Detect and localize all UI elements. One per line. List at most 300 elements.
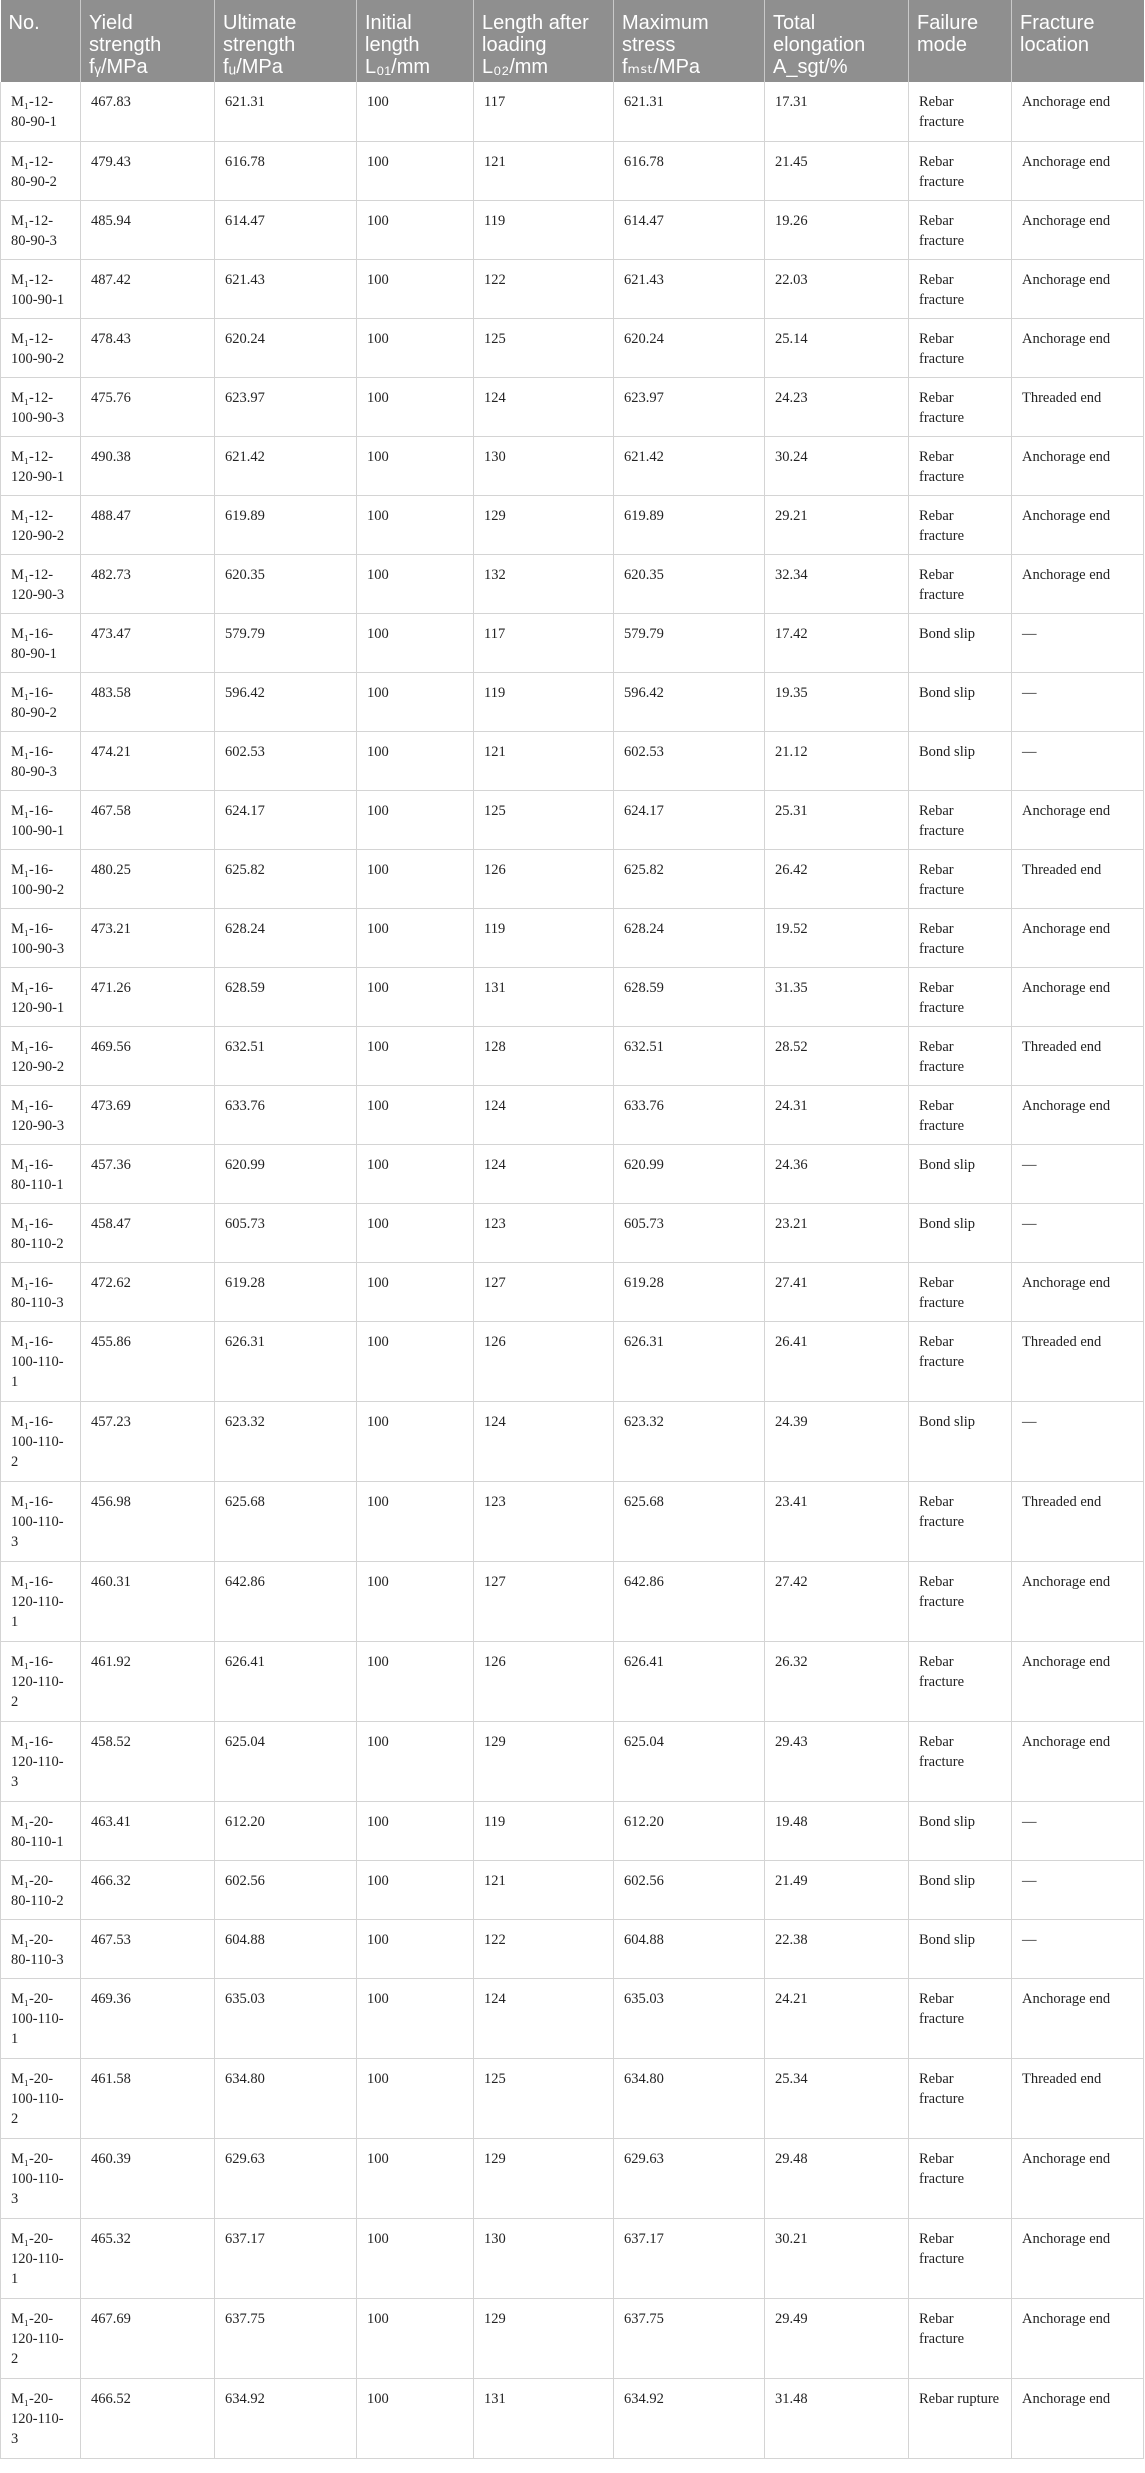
header-line: Length after — [482, 12, 589, 34]
cell-fracture-location: Anchorage end — [1012, 967, 1144, 1026]
table-row — [1, 1919, 1144, 1978]
cell-maximum-stress: 626.41 — [614, 1641, 765, 1721]
cell-initial-length: 100 — [357, 141, 474, 200]
table-row — [1, 613, 1144, 672]
cell-maximum-stress: 623.97 — [614, 377, 765, 436]
cell-initial-length: 100 — [357, 1801, 474, 1860]
cell-specimen-id: M₁-16-80-110-2 — [1, 1203, 81, 1262]
cell-fracture-location: Anchorage end — [1012, 259, 1144, 318]
cell-failure-mode: Rebar fracture — [909, 2218, 1012, 2298]
header-line: loading — [482, 34, 547, 56]
cell-total-elongation: 24.23 — [765, 377, 909, 436]
cell-total-elongation: 29.48 — [765, 2138, 909, 2218]
cell-fracture-location: Anchorage end — [1012, 908, 1144, 967]
cell-yield-strength: 463.41 — [81, 1801, 215, 1860]
cell-failure-mode: Rebar fracture — [909, 1561, 1012, 1641]
cell-failure-mode: Bond slip — [909, 1801, 1012, 1860]
cell-specimen-id: M₁-12-120-90-1 — [1, 436, 81, 495]
cell-initial-length: 100 — [357, 377, 474, 436]
cell-ultimate-strength: 642.86 — [215, 1561, 357, 1641]
cell-initial-length: 100 — [357, 672, 474, 731]
cell-maximum-stress: 625.68 — [614, 1481, 765, 1561]
header-line: L₀₁/mm — [365, 56, 431, 78]
cell-fracture-location: Threaded end — [1012, 1321, 1144, 1401]
table-row — [1, 1721, 1144, 1801]
cell-length-after-loading: 129 — [474, 2298, 614, 2378]
cell-fracture-location: Threaded end — [1012, 1481, 1144, 1561]
cell-ultimate-strength: 620.24 — [215, 318, 357, 377]
cell-initial-length: 100 — [357, 731, 474, 790]
cell-yield-strength: 478.43 — [81, 318, 215, 377]
cell-length-after-loading: 121 — [474, 141, 614, 200]
cell-specimen-id: M₁-20-100-110-2 — [1, 2058, 81, 2138]
cell-fracture-location: — — [1012, 1801, 1144, 1860]
cell-yield-strength: 458.52 — [81, 1721, 215, 1801]
cell-specimen-id: M₁-16-100-90-3 — [1, 908, 81, 967]
cell-fracture-location: Anchorage end — [1012, 318, 1144, 377]
cell-yield-strength: 473.21 — [81, 908, 215, 967]
cell-initial-length: 100 — [357, 1085, 474, 1144]
cell-failure-mode: Bond slip — [909, 1919, 1012, 1978]
cell-initial-length: 100 — [357, 1401, 474, 1481]
cell-fracture-location: Anchorage end — [1012, 436, 1144, 495]
cell-yield-strength: 467.69 — [81, 2298, 215, 2378]
cell-total-elongation: 31.48 — [765, 2378, 909, 2458]
header-line: strength — [89, 34, 162, 56]
cell-ultimate-strength: 620.35 — [215, 554, 357, 613]
table-row — [1, 1026, 1144, 1085]
header-line: Fracture — [1020, 12, 1095, 34]
cell-fracture-location: Threaded end — [1012, 849, 1144, 908]
cell-specimen-id: M₁-16-80-110-1 — [1, 1144, 81, 1203]
cell-failure-mode: Bond slip — [909, 672, 1012, 731]
cell-length-after-loading: 119 — [474, 672, 614, 731]
cell-total-elongation: 17.31 — [765, 82, 909, 141]
cell-length-after-loading: 131 — [474, 2378, 614, 2458]
cell-ultimate-strength: 614.47 — [215, 200, 357, 259]
cell-initial-length: 100 — [357, 2058, 474, 2138]
cell-failure-mode: Rebar fracture — [909, 967, 1012, 1026]
cell-ultimate-strength: 602.56 — [215, 1860, 357, 1919]
header-line: Yield — [89, 12, 133, 34]
cell-maximum-stress: 602.53 — [614, 731, 765, 790]
cell-specimen-id: M₁-20-80-110-3 — [1, 1919, 81, 1978]
cell-failure-mode: Rebar fracture — [909, 1026, 1012, 1085]
cell-length-after-loading: 130 — [474, 2218, 614, 2298]
cell-yield-strength: 458.47 — [81, 1203, 215, 1262]
cell-length-after-loading: 125 — [474, 790, 614, 849]
cell-yield-strength: 473.47 — [81, 613, 215, 672]
cell-failure-mode: Bond slip — [909, 613, 1012, 672]
cell-maximum-stress: 620.35 — [614, 554, 765, 613]
table-body — [1, 82, 1144, 2458]
header-line: Ultimate — [223, 12, 297, 34]
cell-maximum-stress: 621.42 — [614, 436, 765, 495]
cell-maximum-stress: 612.20 — [614, 1801, 765, 1860]
cell-ultimate-strength: 634.80 — [215, 2058, 357, 2138]
cell-length-after-loading: 126 — [474, 1321, 614, 1401]
cell-total-elongation: 28.52 — [765, 1026, 909, 1085]
cell-ultimate-strength: 633.76 — [215, 1085, 357, 1144]
cell-specimen-id: M₁-20-120-110-3 — [1, 2378, 81, 2458]
cell-length-after-loading: 117 — [474, 82, 614, 141]
cell-failure-mode: Bond slip — [909, 1203, 1012, 1262]
cell-length-after-loading: 119 — [474, 908, 614, 967]
cell-fracture-location: Anchorage end — [1012, 2138, 1144, 2218]
cell-total-elongation: 19.35 — [765, 672, 909, 731]
cell-yield-strength: 487.42 — [81, 259, 215, 318]
cell-length-after-loading: 124 — [474, 1144, 614, 1203]
cell-initial-length: 100 — [357, 908, 474, 967]
cell-total-elongation: 22.03 — [765, 259, 909, 318]
cell-failure-mode: Rebar fracture — [909, 1978, 1012, 2058]
cell-specimen-id: M₁-12-80-90-3 — [1, 200, 81, 259]
cell-maximum-stress: 634.92 — [614, 2378, 765, 2458]
cell-specimen-id: M₁-12-80-90-1 — [1, 82, 81, 141]
header-line: Initial — [365, 12, 412, 34]
cell-initial-length: 100 — [357, 1144, 474, 1203]
header-line: Maximum — [622, 12, 709, 34]
cell-specimen-id: M₁-12-80-90-2 — [1, 141, 81, 200]
cell-failure-mode: Rebar fracture — [909, 1262, 1012, 1321]
cell-yield-strength: 461.58 — [81, 2058, 215, 2138]
table-row — [1, 672, 1144, 731]
cell-initial-length: 100 — [357, 849, 474, 908]
table-row — [1, 790, 1144, 849]
table-row — [1, 1641, 1144, 1721]
cell-specimen-id: M₁-16-120-110-2 — [1, 1641, 81, 1721]
cell-maximum-stress: 614.47 — [614, 200, 765, 259]
table-row — [1, 377, 1144, 436]
cell-initial-length: 100 — [357, 2138, 474, 2218]
cell-length-after-loading: 123 — [474, 1481, 614, 1561]
cell-ultimate-strength: 619.89 — [215, 495, 357, 554]
cell-specimen-id: M₁-16-120-90-1 — [1, 967, 81, 1026]
header-line: A_sgt/% — [773, 56, 848, 78]
cell-initial-length: 100 — [357, 2298, 474, 2378]
header-line: fᵧ/MPa — [89, 56, 148, 78]
cell-failure-mode: Rebar fracture — [909, 1321, 1012, 1401]
cell-yield-strength: 472.62 — [81, 1262, 215, 1321]
cell-yield-strength: 460.31 — [81, 1561, 215, 1641]
cell-total-elongation: 31.35 — [765, 967, 909, 1026]
cell-maximum-stress: 620.99 — [614, 1144, 765, 1203]
cell-total-elongation: 25.31 — [765, 790, 909, 849]
cell-yield-strength: 485.94 — [81, 200, 215, 259]
cell-maximum-stress: 634.80 — [614, 2058, 765, 2138]
cell-ultimate-strength: 621.42 — [215, 436, 357, 495]
cell-failure-mode: Bond slip — [909, 1144, 1012, 1203]
cell-initial-length: 100 — [357, 1481, 474, 1561]
cell-maximum-stress: 621.43 — [614, 259, 765, 318]
cell-length-after-loading: 125 — [474, 2058, 614, 2138]
table-row — [1, 1144, 1144, 1203]
header-no — [1, 0, 81, 82]
cell-yield-strength: 465.32 — [81, 2218, 215, 2298]
header-yield-strength — [81, 0, 215, 82]
cell-length-after-loading: 129 — [474, 2138, 614, 2218]
cell-yield-strength: 474.21 — [81, 731, 215, 790]
cell-failure-mode: Rebar fracture — [909, 2138, 1012, 2218]
cell-specimen-id: M₁-12-100-90-1 — [1, 259, 81, 318]
cell-yield-strength: 471.26 — [81, 967, 215, 1026]
header-row — [1, 0, 1144, 82]
table-row — [1, 200, 1144, 259]
cell-maximum-stress: 620.24 — [614, 318, 765, 377]
cell-failure-mode: Bond slip — [909, 731, 1012, 790]
cell-specimen-id: M₁-16-100-110-2 — [1, 1401, 81, 1481]
cell-specimen-id: M₁-16-120-90-2 — [1, 1026, 81, 1085]
cell-specimen-id: M₁-16-100-110-1 — [1, 1321, 81, 1401]
table-row — [1, 495, 1144, 554]
cell-maximum-stress: 628.59 — [614, 967, 765, 1026]
cell-fracture-location: Anchorage end — [1012, 1978, 1144, 2058]
cell-ultimate-strength: 626.41 — [215, 1641, 357, 1721]
header-length-after-loading — [474, 0, 614, 82]
cell-total-elongation: 22.38 — [765, 1919, 909, 1978]
cell-length-after-loading: 124 — [474, 1085, 614, 1144]
cell-fracture-location: — — [1012, 1203, 1144, 1262]
cell-ultimate-strength: 604.88 — [215, 1919, 357, 1978]
cell-yield-strength: 480.25 — [81, 849, 215, 908]
table-row — [1, 967, 1144, 1026]
cell-fracture-location: Anchorage end — [1012, 2378, 1144, 2458]
cell-failure-mode: Rebar fracture — [909, 849, 1012, 908]
cell-yield-strength: 460.39 — [81, 2138, 215, 2218]
cell-maximum-stress: 642.86 — [614, 1561, 765, 1641]
header-line: fᵤ/MPa — [223, 56, 283, 78]
cell-total-elongation: 27.41 — [765, 1262, 909, 1321]
table-row — [1, 1262, 1144, 1321]
cell-initial-length: 100 — [357, 495, 474, 554]
cell-failure-mode: Rebar fracture — [909, 2058, 1012, 2138]
header-line: Failure — [917, 12, 979, 34]
header-line: length — [365, 34, 420, 56]
cell-failure-mode: Rebar fracture — [909, 495, 1012, 554]
header-maximum-stress — [614, 0, 765, 82]
table-row — [1, 2298, 1144, 2378]
cell-specimen-id: M₁-16-120-90-3 — [1, 1085, 81, 1144]
cell-ultimate-strength: 623.32 — [215, 1401, 357, 1481]
cell-ultimate-strength: 623.97 — [215, 377, 357, 436]
cell-length-after-loading: 124 — [474, 1978, 614, 2058]
cell-fracture-location: Threaded end — [1012, 2058, 1144, 2138]
cell-total-elongation: 21.49 — [765, 1860, 909, 1919]
cell-total-elongation: 25.14 — [765, 318, 909, 377]
cell-failure-mode: Bond slip — [909, 1860, 1012, 1919]
cell-initial-length: 100 — [357, 1262, 474, 1321]
cell-failure-mode: Rebar fracture — [909, 318, 1012, 377]
table-row — [1, 2218, 1144, 2298]
cell-total-elongation: 26.42 — [765, 849, 909, 908]
cell-failure-mode: Rebar fracture — [909, 2298, 1012, 2378]
cell-maximum-stress: 626.31 — [614, 1321, 765, 1401]
cell-initial-length: 100 — [357, 318, 474, 377]
cell-failure-mode: Rebar fracture — [909, 377, 1012, 436]
cell-yield-strength: 466.52 — [81, 2378, 215, 2458]
cell-fracture-location: — — [1012, 1144, 1144, 1203]
table-row — [1, 2058, 1144, 2138]
cell-initial-length: 100 — [357, 790, 474, 849]
cell-maximum-stress: 637.75 — [614, 2298, 765, 2378]
cell-maximum-stress: 602.56 — [614, 1860, 765, 1919]
cell-failure-mode: Rebar fracture — [909, 259, 1012, 318]
cell-maximum-stress: 632.51 — [614, 1026, 765, 1085]
cell-yield-strength: 467.53 — [81, 1919, 215, 1978]
cell-total-elongation: 23.41 — [765, 1481, 909, 1561]
cell-ultimate-strength: 629.63 — [215, 2138, 357, 2218]
table-row — [1, 318, 1144, 377]
cell-yield-strength: 467.58 — [81, 790, 215, 849]
cell-length-after-loading: 126 — [474, 849, 614, 908]
table-row — [1, 1203, 1144, 1262]
cell-total-elongation: 29.43 — [765, 1721, 909, 1801]
cell-maximum-stress: 633.76 — [614, 1085, 765, 1144]
cell-specimen-id: M₁-20-100-110-1 — [1, 1978, 81, 2058]
cell-yield-strength: 456.98 — [81, 1481, 215, 1561]
cell-ultimate-strength: 624.17 — [215, 790, 357, 849]
cell-yield-strength: 488.47 — [81, 495, 215, 554]
cell-failure-mode: Rebar fracture — [909, 790, 1012, 849]
cell-length-after-loading: 125 — [474, 318, 614, 377]
cell-total-elongation: 26.32 — [765, 1641, 909, 1721]
table-row — [1, 731, 1144, 790]
cell-fracture-location: Anchorage end — [1012, 1262, 1144, 1321]
cell-maximum-stress: 629.63 — [614, 2138, 765, 2218]
cell-length-after-loading: 117 — [474, 613, 614, 672]
cell-failure-mode: Rebar fracture — [909, 436, 1012, 495]
cell-total-elongation: 24.21 — [765, 1978, 909, 2058]
cell-total-elongation: 32.34 — [765, 554, 909, 613]
cell-failure-mode: Rebar fracture — [909, 1085, 1012, 1144]
cell-failure-mode: Rebar fracture — [909, 1721, 1012, 1801]
cell-length-after-loading: 129 — [474, 495, 614, 554]
cell-maximum-stress: 579.79 — [614, 613, 765, 672]
cell-fracture-location: — — [1012, 613, 1144, 672]
header-line: location — [1020, 34, 1089, 56]
cell-ultimate-strength: 596.42 — [215, 672, 357, 731]
cell-total-elongation: 23.21 — [765, 1203, 909, 1262]
table-row — [1, 1561, 1144, 1641]
cell-initial-length: 100 — [357, 259, 474, 318]
cell-total-elongation: 25.34 — [765, 2058, 909, 2138]
cell-total-elongation: 17.42 — [765, 613, 909, 672]
cell-initial-length: 100 — [357, 1978, 474, 2058]
table-row — [1, 1085, 1144, 1144]
cell-initial-length: 100 — [357, 1026, 474, 1085]
header-total-elongation — [765, 0, 909, 82]
header-line: L₀₂/mm — [482, 56, 549, 78]
cell-specimen-id: M₁-20-80-110-2 — [1, 1860, 81, 1919]
cell-maximum-stress: 628.24 — [614, 908, 765, 967]
cell-fracture-location: Threaded end — [1012, 1026, 1144, 1085]
cell-maximum-stress: 637.17 — [614, 2218, 765, 2298]
cell-specimen-id: M₁-12-100-90-3 — [1, 377, 81, 436]
cell-failure-mode: Rebar fracture — [909, 1641, 1012, 1721]
header-failure-mode — [909, 0, 1012, 82]
cell-fracture-location: Anchorage end — [1012, 200, 1144, 259]
cell-ultimate-strength: 628.24 — [215, 908, 357, 967]
cell-fracture-location: Anchorage end — [1012, 2298, 1144, 2378]
table-row — [1, 2378, 1144, 2458]
cell-specimen-id: M₁-20-100-110-3 — [1, 2138, 81, 2218]
cell-specimen-id: M₁-20-120-110-2 — [1, 2298, 81, 2378]
cell-specimen-id: M₁-16-80-90-2 — [1, 672, 81, 731]
cell-ultimate-strength: 621.43 — [215, 259, 357, 318]
cell-ultimate-strength: 602.53 — [215, 731, 357, 790]
cell-length-after-loading: 122 — [474, 259, 614, 318]
cell-initial-length: 100 — [357, 1321, 474, 1401]
cell-specimen-id: M₁-16-120-110-3 — [1, 1721, 81, 1801]
cell-length-after-loading: 123 — [474, 1203, 614, 1262]
cell-yield-strength: 483.58 — [81, 672, 215, 731]
cell-specimen-id: M₁-16-120-110-1 — [1, 1561, 81, 1641]
cell-maximum-stress: 625.04 — [614, 1721, 765, 1801]
cell-yield-strength: 469.56 — [81, 1026, 215, 1085]
cell-ultimate-strength: 621.31 — [215, 82, 357, 141]
cell-specimen-id: M₁-12-100-90-2 — [1, 318, 81, 377]
cell-total-elongation: 19.26 — [765, 200, 909, 259]
cell-length-after-loading: 127 — [474, 1262, 614, 1321]
cell-specimen-id: M₁-16-100-90-1 — [1, 790, 81, 849]
header-line: strength — [223, 34, 296, 56]
cell-length-after-loading: 124 — [474, 377, 614, 436]
cell-specimen-id: M₁-16-100-110-3 — [1, 1481, 81, 1561]
cell-ultimate-strength: 625.04 — [215, 1721, 357, 1801]
cell-initial-length: 100 — [357, 613, 474, 672]
cell-total-elongation: 21.12 — [765, 731, 909, 790]
header-line: Total — [773, 12, 816, 34]
cell-initial-length: 100 — [357, 1919, 474, 1978]
cell-failure-mode: Rebar fracture — [909, 82, 1012, 141]
cell-total-elongation: 27.42 — [765, 1561, 909, 1641]
cell-specimen-id: M₁-12-120-90-3 — [1, 554, 81, 613]
cell-total-elongation: 24.39 — [765, 1401, 909, 1481]
cell-fracture-location: Anchorage end — [1012, 2218, 1144, 2298]
cell-initial-length: 100 — [357, 1561, 474, 1641]
cell-fracture-location: Anchorage end — [1012, 1561, 1144, 1641]
cell-initial-length: 100 — [357, 1721, 474, 1801]
cell-maximum-stress: 619.28 — [614, 1262, 765, 1321]
header-initial-length — [357, 0, 474, 82]
cell-yield-strength: 466.32 — [81, 1860, 215, 1919]
cell-yield-strength: 461.92 — [81, 1641, 215, 1721]
cell-fracture-location: Anchorage end — [1012, 1085, 1144, 1144]
cell-failure-mode: Rebar fracture — [909, 200, 1012, 259]
cell-maximum-stress: 623.32 — [614, 1401, 765, 1481]
cell-specimen-id: M₁-12-120-90-2 — [1, 495, 81, 554]
cell-total-elongation: 19.48 — [765, 1801, 909, 1860]
cell-fracture-location: — — [1012, 1401, 1144, 1481]
table-row — [1, 82, 1144, 141]
cell-initial-length: 100 — [357, 1203, 474, 1262]
cell-failure-mode: Rebar fracture — [909, 141, 1012, 200]
cell-yield-strength: 482.73 — [81, 554, 215, 613]
cell-yield-strength: 490.38 — [81, 436, 215, 495]
cell-initial-length: 100 — [357, 200, 474, 259]
cell-yield-strength: 473.69 — [81, 1085, 215, 1144]
cell-maximum-stress: 604.88 — [614, 1919, 765, 1978]
cell-maximum-stress: 605.73 — [614, 1203, 765, 1262]
cell-fracture-location: Anchorage end — [1012, 495, 1144, 554]
table-row — [1, 2138, 1144, 2218]
cell-length-after-loading: 122 — [474, 1919, 614, 1978]
cell-fracture-location: Anchorage end — [1012, 82, 1144, 141]
cell-initial-length: 100 — [357, 967, 474, 1026]
cell-total-elongation: 30.24 — [765, 436, 909, 495]
header-line: fₘₛₜ/MPa — [622, 56, 701, 78]
cell-length-after-loading: 127 — [474, 1561, 614, 1641]
